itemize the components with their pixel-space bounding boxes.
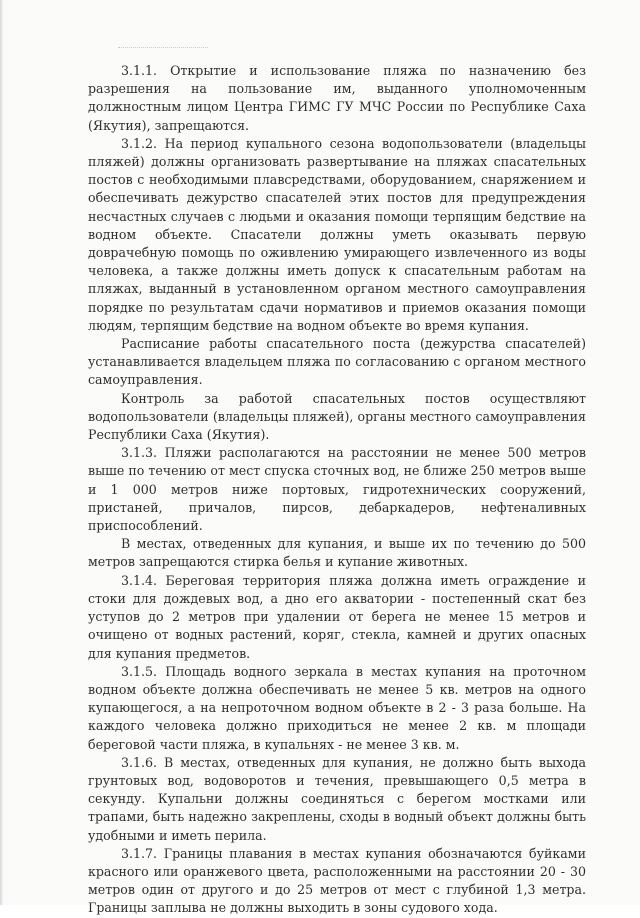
document-body (88, 62, 586, 918)
paragraph-3-1-3: 3.1.3. Пляжи располагаются на расстоянии не менее 500 метров выше по течению от мест спуска сточных вод, не ближе 250 метров выше и 1 000 метров ниже портовых, гидротехнических сооружений, пристаней, причалов, пирсов, дебаркадеров, нефтеналивных приспособлений. (88, 445, 586, 534)
paragraph-3-1-1: 3.1.1. Открытие и использование пляжа по назначению без разрешения на пользование им, выданного уполномоченным должностным лицом Центра ГИМС ГУ МЧС России по Республике Саха (Якутия), запрещаются. (88, 63, 586, 133)
paragraph-control: Контроль за работой спасательных постов осуществляют водопользователи (владельцы пляжей), органы местного самоуправления Республики Саха (Якутия). (88, 390, 586, 443)
scan-edge (0, 0, 3, 905)
scan-artifact (118, 47, 208, 50)
paragraph-prohibitions: В местах, отведенных для купания, и выше их по течению до 500 метров запрещаются стирка белья и купание животных. (88, 536, 586, 570)
paragraph-schedule: Расписание работы спасательного поста (дежурства спасателей) устанавливается владельцем пляжа по согласованию с органом местного самоуправления. (88, 336, 586, 388)
paragraph-3-1-7: 3.1.7. Границы плавания в местах купания обозначаются буйками красного или оранжевого цвета, расположенными на расстоянии 20 - 30 метров один от другого и до 25 метров от мест с глубиной 1,3 метра. Границы заплыва не должны выходить в зоны судового хода. (88, 845, 586, 916)
paragraph-3-1-4: 3.1.4. Береговая территория пляжа должна иметь ограждение и стоки для дождевых вод, а дно его акватории - постепенный скат без уступов до 2 метров при удалении от берега не менее 15 метров и очищено от водных растений, коряг, стекла, камней и других опасных для купания предметов. (88, 572, 586, 661)
paragraph-3-1-5: 3.1.5. Площадь водного зеркала в местах купания на проточном водном объекте должна обеспечивать не менее 5 кв. метров на одного купающегося, а на непроточном водном объекте в 2 - 3 раза больше. На каждого человека должно приходиться не менее 2 кв. м площади береговой части пляжа, в купальнях - не менее 3 кв. м. (88, 663, 586, 752)
paragraph-3-1-2: 3.1.2. На период купального сезона водопользователи (владельцы пляжей) должны организовать развертывание на пляжах спасательных постов с необходимыми плавсредствами, оборудованием, снаряжением и обеспечивать дежурство спасателей этих постов для предупреждения несчастных случаев с людьми и оказания помощи терпящим бедствие на водном объекте. Спасатели должны уметь оказывать первую доврачебную помощь по оживлению умирающего извлеченного из воды человека, а также должны иметь допуск к спасательным работам на пляжах, выданный в установленном органом местного самоуправления порядке по результатам сдачи нормативов и приемов оказания помощи людям, терпящим бедствие на водном объекте во время купания. (88, 135, 586, 333)
paragraph-3-1-6: 3.1.6. В местах, отведенных для купания, не должно быть выхода грунтовых вод, водоворотов и течения, превышающего 0,5 метра в секунду. Купальни должны соединяться с берегом мостками или трапами, быть надежно закреплены, сходы в водный объект должны быть удобными и иметь перила. (88, 754, 586, 843)
